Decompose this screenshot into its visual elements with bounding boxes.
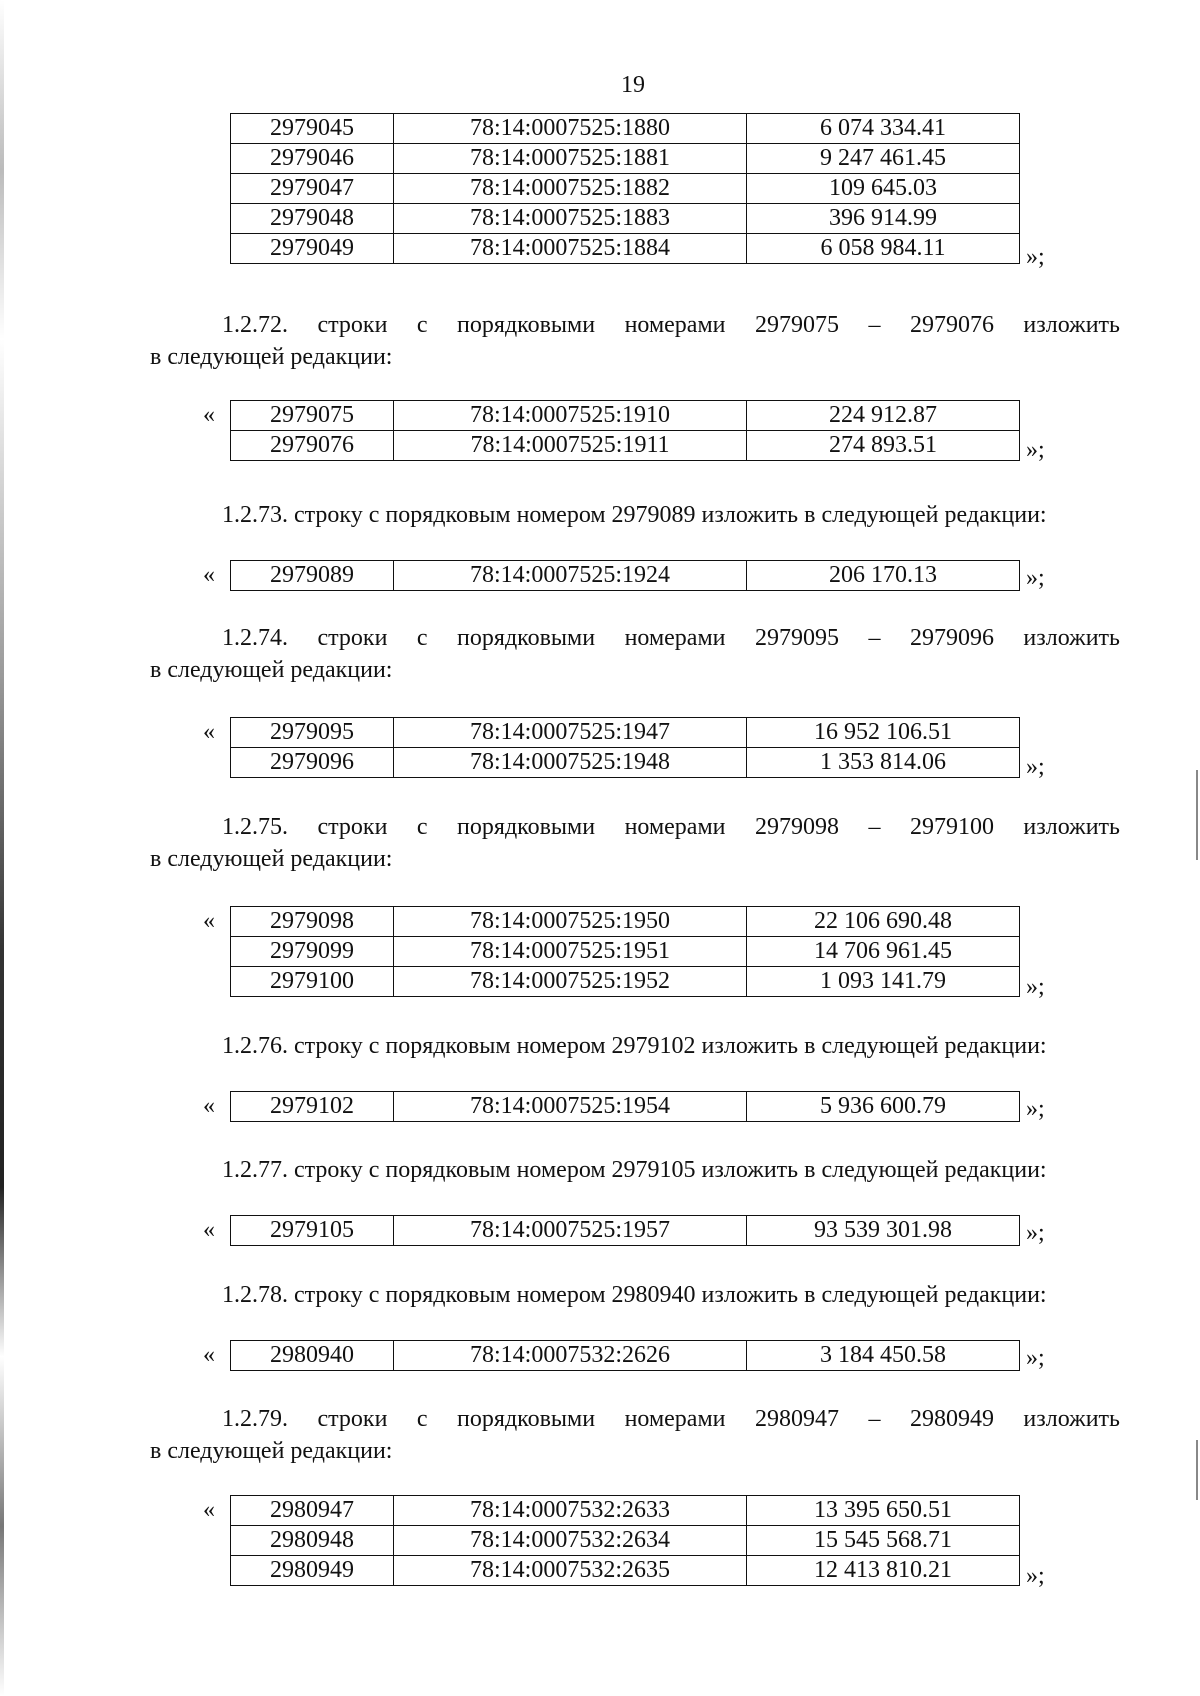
cadastral-number-cell: 78:14:0007532:2634 bbox=[394, 1526, 747, 1556]
value-cell: 6 074 334.41 bbox=[747, 114, 1020, 144]
table-row bbox=[231, 1526, 1020, 1556]
table-row bbox=[231, 144, 1020, 174]
row-number-cell: 2979045 bbox=[231, 114, 394, 144]
table-row bbox=[231, 937, 1020, 967]
paragraph-text: 1.2.77. строку с порядковым номером 2979105 изложить в следующей редакции: bbox=[222, 1157, 1047, 1183]
table-row bbox=[231, 967, 1020, 997]
open-quote: « bbox=[203, 908, 215, 934]
cadastral-number-cell: 78:14:0007525:1910 bbox=[394, 401, 747, 431]
row-number-cell: 2979099 bbox=[231, 937, 394, 967]
paragraph-text: 1.2.75. строки с порядковыми номерами 2979098 – 2979100 изложить bbox=[222, 814, 1120, 840]
value-cell: 22 106 690.48 bbox=[747, 907, 1020, 937]
close-quote: »; bbox=[1026, 244, 1045, 270]
close-quote: »; bbox=[1026, 565, 1045, 591]
cadastral-number-cell: 78:14:0007532:2626 bbox=[394, 1341, 747, 1371]
open-quote: « bbox=[203, 1093, 215, 1119]
paragraph-text: 1.2.73. строку с порядковым номером 2979089 изложить в следующей редакции: bbox=[222, 502, 1047, 528]
paragraph-text-continued: в следующей редакции: bbox=[150, 1438, 393, 1464]
table-row bbox=[231, 1556, 1020, 1586]
open-quote: « bbox=[203, 562, 215, 588]
cadastral-number-cell: 78:14:0007525:1882 bbox=[394, 174, 747, 204]
cadastral-table bbox=[230, 560, 1020, 591]
cadastral-number-cell: 78:14:0007525:1950 bbox=[394, 907, 747, 937]
value-cell: 6 058 984.11 bbox=[747, 234, 1020, 264]
scan-edge bbox=[0, 0, 4, 1696]
cadastral-number-cell: 78:14:0007525:1948 bbox=[394, 748, 747, 778]
paragraph-text-continued: в следующей редакции: bbox=[150, 846, 393, 872]
cadastral-table bbox=[230, 906, 1020, 997]
table-row bbox=[231, 748, 1020, 778]
open-quote: « bbox=[203, 1497, 215, 1523]
cadastral-table bbox=[230, 113, 1020, 264]
value-cell: 13 395 650.51 bbox=[747, 1496, 1020, 1526]
open-quote: « bbox=[203, 719, 215, 745]
value-cell: 1 353 814.06 bbox=[747, 748, 1020, 778]
cadastral-number-cell: 78:14:0007525:1924 bbox=[394, 561, 747, 591]
value-cell: 274 893.51 bbox=[747, 431, 1020, 461]
cadastral-table bbox=[230, 1215, 1020, 1246]
row-number-cell: 2979075 bbox=[231, 401, 394, 431]
row-number-cell: 2979089 bbox=[231, 561, 394, 591]
value-cell: 109 645.03 bbox=[747, 174, 1020, 204]
paragraph-text-continued: в следующей редакции: bbox=[150, 344, 393, 370]
paragraph-text: 1.2.79. строки с порядковыми номерами 2980947 – 2980949 изложить bbox=[222, 1406, 1120, 1432]
cadastral-number-cell: 78:14:0007525:1880 bbox=[394, 114, 747, 144]
row-number-cell: 2979096 bbox=[231, 748, 394, 778]
row-number-cell: 2979047 bbox=[231, 174, 394, 204]
close-quote: »; bbox=[1026, 753, 1045, 780]
cadastral-number-cell: 78:14:0007525:1884 bbox=[394, 234, 747, 264]
value-cell: 206 170.13 bbox=[747, 561, 1020, 591]
row-number-cell: 2979048 bbox=[231, 204, 394, 234]
cadastral-table bbox=[230, 1340, 1020, 1371]
row-number-cell: 2979100 bbox=[231, 967, 394, 997]
row-number-cell: 2980949 bbox=[231, 1556, 394, 1586]
page-number: 19 bbox=[621, 72, 645, 98]
amendment-paragraph bbox=[150, 1279, 1120, 1311]
row-number-cell: 2980940 bbox=[231, 1341, 394, 1371]
cadastral-table bbox=[230, 1495, 1020, 1586]
cadastral-table bbox=[230, 1091, 1020, 1122]
value-cell: 9 247 461.45 bbox=[747, 144, 1020, 174]
cadastral-number-cell: 78:14:0007525:1947 bbox=[394, 718, 747, 748]
paragraph-text: 1.2.78. строку с порядковым номером 2980940 изложить в следующей редакции: bbox=[222, 1282, 1047, 1308]
table-row bbox=[231, 1341, 1020, 1371]
open-quote: « bbox=[203, 1217, 215, 1243]
close-quote: »; bbox=[1026, 1345, 1045, 1371]
paragraph-text: 1.2.74. строки с порядковыми номерами 2979095 – 2979096 изложить bbox=[222, 625, 1120, 651]
row-number-cell: 2979046 bbox=[231, 144, 394, 174]
row-number-cell: 2979076 bbox=[231, 431, 394, 461]
cadastral-number-cell: 78:14:0007532:2635 bbox=[394, 1556, 747, 1586]
paragraph-text: 1.2.72. строки с порядковыми номерами 2979075 – 2979076 изложить bbox=[222, 312, 1120, 338]
table-row bbox=[231, 401, 1020, 431]
row-number-cell: 2979098 bbox=[231, 907, 394, 937]
amendment-paragraph bbox=[150, 309, 1120, 373]
cadastral-number-cell: 78:14:0007525:1883 bbox=[394, 204, 747, 234]
amendment-paragraph bbox=[150, 1030, 1120, 1062]
table-row bbox=[231, 1496, 1020, 1526]
cadastral-number-cell: 78:14:0007532:2633 bbox=[394, 1496, 747, 1526]
close-quote: »; bbox=[1026, 1563, 1045, 1589]
value-cell: 224 912.87 bbox=[747, 401, 1020, 431]
open-quote: « bbox=[203, 402, 215, 428]
paragraph-text: 1.2.76. строку с порядковым номером 2979102 изложить в следующей редакции: bbox=[222, 1033, 1047, 1059]
cadastral-number-cell: 78:14:0007525:1951 bbox=[394, 937, 747, 967]
value-cell: 5 936 600.79 bbox=[747, 1092, 1020, 1122]
scan-mark bbox=[1196, 770, 1198, 860]
paragraph-text-continued: в следующей редакции: bbox=[150, 657, 393, 683]
value-cell: 12 413 810.21 bbox=[747, 1556, 1020, 1586]
row-number-cell: 2979049 bbox=[231, 234, 394, 264]
table-row bbox=[231, 174, 1020, 204]
open-quote: « bbox=[203, 1342, 215, 1368]
amendment-paragraph bbox=[150, 622, 1120, 686]
cadastral-number-cell: 78:14:0007525:1952 bbox=[394, 967, 747, 997]
value-cell: 93 539 301.98 bbox=[747, 1216, 1020, 1246]
table-row bbox=[231, 718, 1020, 748]
table-row bbox=[231, 204, 1020, 234]
amendment-paragraph bbox=[150, 1403, 1120, 1467]
row-number-cell: 2979095 bbox=[231, 718, 394, 748]
table-row bbox=[231, 561, 1020, 591]
cadastral-number-cell: 78:14:0007525:1911 bbox=[394, 431, 747, 461]
cadastral-table bbox=[230, 400, 1020, 461]
cadastral-number-cell: 78:14:0007525:1881 bbox=[394, 144, 747, 174]
value-cell: 16 952 106.51 bbox=[747, 718, 1020, 748]
close-quote: »; bbox=[1026, 1220, 1045, 1246]
cadastral-table bbox=[230, 717, 1020, 778]
table-row bbox=[231, 234, 1020, 264]
scan-mark bbox=[1196, 1440, 1198, 1500]
amendment-paragraph bbox=[150, 1154, 1120, 1186]
table-row bbox=[231, 114, 1020, 144]
close-quote: »; bbox=[1026, 1096, 1045, 1122]
table-row bbox=[231, 431, 1020, 461]
row-number-cell: 2980947 bbox=[231, 1496, 394, 1526]
table-row bbox=[231, 907, 1020, 937]
table-row bbox=[231, 1216, 1020, 1246]
amendment-paragraph bbox=[150, 811, 1120, 875]
cadastral-number-cell: 78:14:0007525:1954 bbox=[394, 1092, 747, 1122]
value-cell: 3 184 450.58 bbox=[747, 1341, 1020, 1371]
row-number-cell: 2979105 bbox=[231, 1216, 394, 1246]
value-cell: 15 545 568.71 bbox=[747, 1526, 1020, 1556]
cadastral-number-cell: 78:14:0007525:1957 bbox=[394, 1216, 747, 1246]
amendment-paragraph bbox=[150, 499, 1120, 531]
value-cell: 1 093 141.79 bbox=[747, 967, 1020, 997]
row-number-cell: 2980948 bbox=[231, 1526, 394, 1556]
table-row bbox=[231, 1092, 1020, 1122]
value-cell: 14 706 961.45 bbox=[747, 937, 1020, 967]
row-number-cell: 2979102 bbox=[231, 1092, 394, 1122]
close-quote: »; bbox=[1026, 436, 1045, 463]
value-cell: 396 914.99 bbox=[747, 204, 1020, 234]
close-quote: »; bbox=[1026, 974, 1045, 1000]
